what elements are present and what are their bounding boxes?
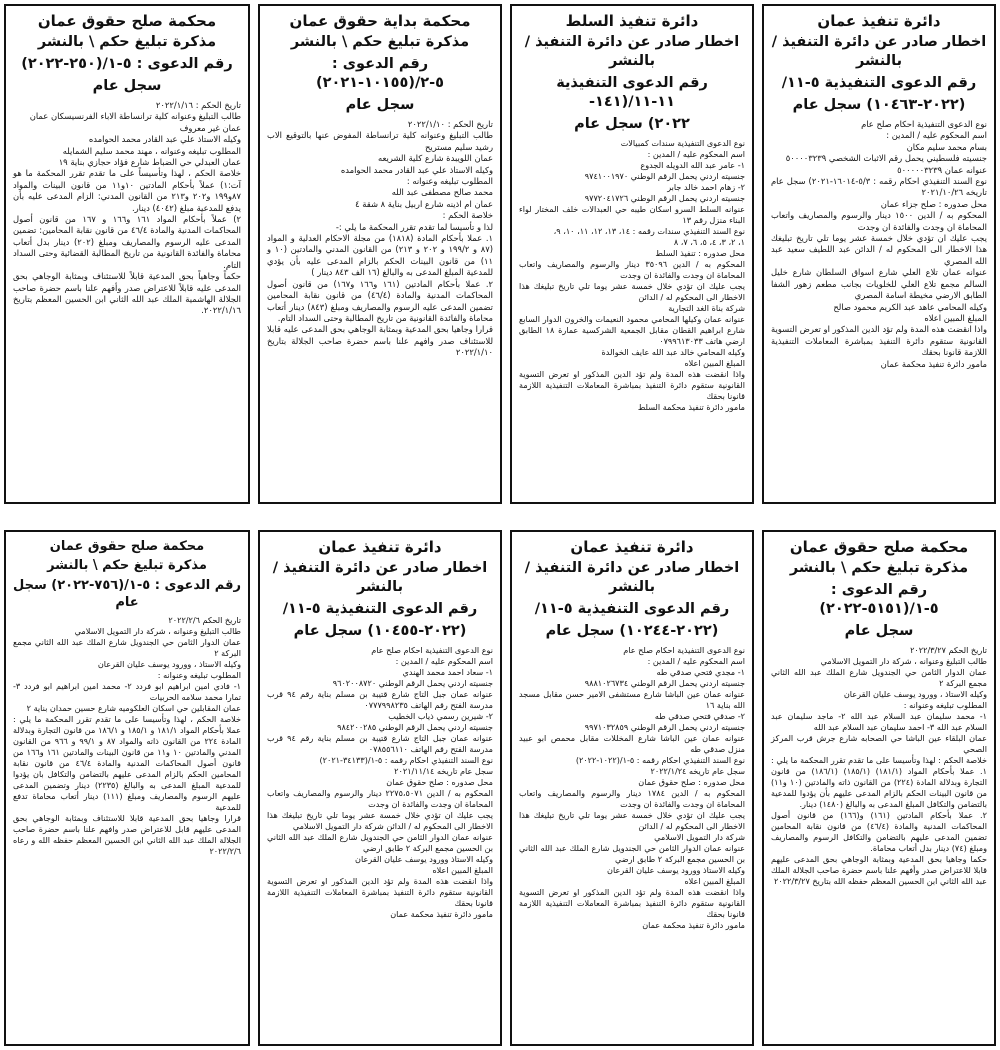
notice-heading-1: دائرة تنفيذ عمان bbox=[318, 538, 442, 556]
notice-heading-2: مذكرة تبليغ حكم \ بالنشر bbox=[290, 34, 470, 50]
notice-heading-2: اخطار صادر عن دائرة التنفيذ / بالنشر bbox=[524, 34, 740, 69]
notice-heading-2: مذكرة تبليغ حكم \ بالنشر bbox=[789, 560, 969, 576]
notice-body: تاريخ الحكم : ٢٠٢٢/١/١٠ طالب التبليغ وعنوانه كلية ترانساطة المفوض عنها بالتوقيع الاب رشيد سليم مستريح عمان اللويبدة شارع كلية الشريعه وكيله الاستاذ علي عبد القادر محمد الحوامده المطلوب تبليغه وعنوانه : محمد صالح مصطفى عبد الله عمان ام اذينه شارع اربيل بناية ٨ شقة ٤ خلاصة الحكم : لذا و تأسيسا لما تقدم تقرر المحكمة ما يلي :- ١. عملا بأحكام المادة (١٨١٨) من مجلة الاحكام العدلية و المواد (٨٧ و ١٩٩/٢ و ٢٠٢ و ٢١٣) من القانون المدني والمادتين (١٠ و ١١) من قانون البينات الحكم بالزام المدعى عليه بأن يؤدي للمدعية المبلغ المدعى به والبالغ (١٦ الف ٨٤٣ دينار ) ٢. عملا بأحكام المادتين (١٦١ و١٦٦ و١٦٧) من قانون أصول المحاكمات المدنية والمادة (٤٦/٤) من قانون نقابة المحامين تضمين المدعى عليه الرسوم والمصاريف ومبلغ (٨٤٣) دينار أتعاب محاماة والفائدة القانونية من تاريخ المطالبة وحتى السداد التام. قرارا وجاهيا بحق المدعية وبمثابة الوجاهي بحق المدعى عليه قابلا للاستئناف صدر وافهم علنا باسم حضرة صاحب الجلالة بتاريخ ٢٠٢٢/١/١٠ bbox=[267, 119, 494, 358]
notice-heading-1: دائرة تنفيذ عمان bbox=[570, 538, 694, 556]
notice-body: تاريخ الحكم ٢٠٢٢/٣/٢٧ طالب التبليغ وعنوانه ، شركة دار التمويل الاسلامي عمان الدوار الثامن حي الجندويل شارع الملك عبد الله الثاني مجمع البركة ٢ وكيله الاستاذ ، وورود يوسف عليان القرعان المطلوب تبليغه وعنوانه : ١- محمد سليمان عبد السلام عبد الله ٢- ماجد سليمان عبد السلام عبد الله ٣- احمد سليمان عبد السلام عبد الله عمان البلقاء عين الباشا حي الصحابه شارع جرش قرب المركز الصحي خلاصة الحكم : لهذا وتأسيسا على ما تقدم تقرر المحكمة ما يلي : ١. عملا بأحكام المواد (١٨١/١) (١٨٥/١) (١٨٦/١) من قانون التجارة وبدلالة المادة (٢٢٤) من القانون ذاته والمادتين (١٠ و١١) من قانون البينات الحكم بالزام المدعى عليهم بأن يؤدوا للمدعية بالتضامن والتكافل المبلغ المدعى به والبالغ (١٤٨٠) دينار. ٢. عملا بأحكام المادتين (١٦١) و(١٦٦) من قانون أصول المحاكمات المدنية والمادة (٤٦/٤) من قانون نقابة المحامين تضمين المدعى عليهم بالتضامن والتكافل الرسوم والمصاريف ومبلغ (٧٤) دينار بدل أتعاب محاماة. حكما وجاهيا بحق المدعية وبمثابة الوجاهي بحق المدعى عليهم قابلا للاعتراض صدر وأفهم علنا باسم حضرة صاحب الجلالة الملك عبد الله الثاني ابن الحسين المعظم حفظه الله بتاريخ ٢٠٢٢/٣/٢٧ bbox=[771, 645, 987, 886]
notice-heading-3: رقم الدعوى : ٥-١/(٢٥٠-٢٠٢٢) bbox=[21, 56, 233, 72]
notice-heading-2: مذكرة تبليغ حكم \ بالنشر bbox=[37, 34, 217, 50]
notice-execution-amman-10463 bbox=[762, 4, 996, 504]
notice-heading-2: اخطار صادر عن دائرة التنفيذ / بالنشر bbox=[272, 560, 488, 595]
notice-heading-1: محكمة صلح حقوق عمان bbox=[789, 538, 969, 556]
notice-heading-4: سجل عام bbox=[345, 97, 415, 113]
notice-heading-3: رقم الدعوى : ٥-٢/(١٠١٥٥-٢٠٢١) bbox=[315, 56, 445, 91]
notice-heading-3: رقم الدعوى التنفيذية ٥-١١/ bbox=[282, 601, 478, 617]
notice-body: نوع الدعوى التنفيذية احكام صلح عام اسم المحكوم عليه / المدين : ١- مجدي فتحي صدقي طه جنسيته اردني يحمل الرقم الوطني ٩٨٨١٠٢٦٧٣٤ عنوانه عمان عين الباشا شارع مستشفى الامير حسن مقابل مسجد الله بناية ١٦ ٢- صدقي فتحي صدقي طه جنسيته اردني يحمل الرقم الوطني ٩٩٧١٠٣٢٨٥٩ عنوانه عمان عين الباشا شارع المخللات مقابل محمص ابو عبيد منزل صدقي طه نوع السند التنفيذي احكام رقمه : ٥-١/(١٠٢٢-٢٠٢٢) سجل عام تاريخه ٢٠٢٢/١/٢٤ محل صدوره : صلح حقوق عمان المحكوم به / الدين ١٧٨٤ دينار والرسوم والمصاريف واتعاب المحاماة ان وجدت والفائدة ان وجدت يجب عليك ان تؤدي خلال خمسة عشر يوما تلي تاريخ تبليغك هذا الاخطار الى المحكوم له / الدائن شركة دار التمويل الاسلامي عنوانه عمان الدوار الثامن حي الجندويل شارع الملك عبد الله الثاني بن الحسين مجمع البركة ٢ طابق ارضي وكيله الاستاذ وورود يوسف عليان القرعان المبلغ المبين اعلاه واذا انقضت هذه المدة ولم تؤد الدين المذكور او تعرض التسوية القانونية ستقوم دائرة التنفيذ بمباشرة المعاملات التنفيذية اللازمة قانونا بحقك مامور دائرة تنفيذ محكمة عمان bbox=[519, 645, 745, 930]
notice-execution-salt-141 bbox=[510, 4, 754, 504]
notice-heading-1: دائرة تنفيذ السلط bbox=[565, 12, 699, 30]
notice-heading-2: اخطار صادر عن دائرة التنفيذ / بالنشر bbox=[771, 34, 987, 69]
notice-heading-3: رقم الدعوى التنفيذية ١١-١١/(١٤١- bbox=[556, 75, 708, 110]
notice-first-instance-10155 bbox=[258, 4, 502, 504]
notice-heading-3: رقم الدعوى التنفيذية ٥-١١/ bbox=[781, 75, 977, 91]
notice-heading-3: رقم الدعوى : ٥-١/(٧٥٦-٢٠٢٢) سجل عام bbox=[13, 578, 241, 610]
notice-heading-4: سجل عام bbox=[844, 623, 914, 639]
notice-heading-2: مذكرة تبليغ حكم \ بالنشر bbox=[47, 558, 207, 573]
notice-magistrate-756 bbox=[4, 530, 250, 1046]
notice-body: نوع الدعوى التنفيذية احكام صلح عام اسم المحكوم عليه / المدين : ١- سعاد احمد محمد الهندي جنسيته اردني يحمل الرقم الوطني ٩٦٠٢٠٠٨٧٢٠ عنوانه عمان جبل التاج شارع قتيبة بن مسلم بناية رقم ٩٤ قرب مدرسة الفتح رقم الهاتف ٠٧٧٧٩٩٨٢٣٥ ٢- شيرين رسمي ذياب الخطيب جنسيته اردني يحمل الرقم الوطني ٩٨٤٢٠٠٢٨٥ عنوانه عمان جبل التاج شارع قتيبة بن مسلم بناية رقم ٩٤ قرب مدرسة الفتح رقم الهاتف ٠٧٨٥٥٦١١٠ نوع السند التنفيذي احكام رقمه : ٥-١/(٣٤١٣٣-٢٠٢١) سجل عام تاريخه ٢٠٢١/١١/١٤ محل صدوره : صلح حقوق عمان المحكوم به / الدين ٢٢٧٥،٥٠٧١ دينار والرسوم والمصاريف واتعاب المحاماة ان وجدت والفائدة ان وجدت يجب عليك ان تؤدي خلال خمسة عشر يوما تلي تاريخ تبليغك هذا الاخطار الى المحكوم له / الدائن شركة دار التمويل الاسلامي عنوانه عمان الدوار الثامن حي الجندويل شارع الملك عبد الله الثاني بن الحسين مجمع البركة ٢ طابق ارضي وكيله الاستاذ وورود يوسف عليان القرعان المبلغ المبين اعلاه واذا انقضت هذه المدة ولم تؤد الدين المذكور او تعرض التسوية القانونية ستقوم دائرة التنفيذ بمباشرة المعاملات التنفيذية اللازمة قانونا بحقك مامور دائرة تنفيذ محكمة عمان bbox=[267, 645, 494, 919]
notice-heading-4: (٢٠٢٢-١٠٢٤٤) سجل عام bbox=[545, 623, 719, 639]
notice-execution-amman-10455 bbox=[258, 530, 502, 1046]
notice-magistrate-250 bbox=[4, 4, 250, 504]
notice-heading-3: رقم الدعوى التنفيذية ٥-١١/ bbox=[534, 601, 730, 617]
notice-heading-1: محكمة صلح حقوق عمان bbox=[49, 539, 205, 554]
notice-heading-1: دائرة تنفيذ عمان bbox=[817, 12, 941, 30]
notice-body: نوع الدعوى التنفيذية سندات كمبيالات اسم المحكوم عليه / المدين : ١- عامر عبد الله الدويله الجدوع جنسيته اردني يحمل الرقم الوطني ٩٧٤١٠٠١٩٧٠ ٢- زهام احمد خالد جابر جنسيته اردني يحمل الرقم الوطني ٩٧٧٢٠٤١٧٢٦ عنوانه السلط السرو اسكان طيبه حي العبدالات خلف المختار لواء البناء منزل رقم ١٣ نوع السند التنفيذي سندات رقمه : ١٤، ١٣، ١٢، ١١، ١٠، ٩، ١، ٢، ٣، ٤، ٥، ٦، ٧، ٨ محل صدوره : تنفيذ السلط المحكوم به / الدين ٣٥٠٩٦ دينار والرسوم والمصاريف واتعاب المحاماة ان وجدت والفائدة ان وجدت يجب عليك ان تؤدي خلال خمسة عشر يوما تلي تاريخ تبليغك هذا الاخطار الى المحكوم له / الدائن شركة بناة الغد التجارية عنوانه عمان وكيلها المحامي محمود النعيمات والخرون الدوار السابع شارع ابراهيم القطان مقابل الجمعية الشركسية عمارة ١٨ الطابق ارضي هاتف ٠٧٩٩٦١٣٠٣٣ وكيله المحامي خالد عبد الله عايف الخوالدة المبلغ المبين اعلاه واذا انقضت هذه المدة ولم تؤد الدين المذكور او تعرض التسوية القانونية ستقوم دائرة التنفيذ بمباشرة المعاملات التنفيذية اللازمة قانونا بحقك مامور دائرة تنفيذ محكمة السلط bbox=[519, 138, 745, 412]
notice-magistrate-5151 bbox=[762, 530, 996, 1046]
notice-heading-4: ٢٠٢٢) سجل عام bbox=[574, 116, 690, 132]
notice-heading-1: محكمة بداية حقوق عمان bbox=[289, 12, 471, 30]
notice-heading-4: (٢٠٢٢-١٠٤٥٥) سجل عام bbox=[293, 623, 467, 639]
notice-body: تاريخ الحكم : ٢٠٢٢/١/١٦ طالب التبليغ وعنوانه كلية ترانساطة الاباء الفرنسيسكان عمان عمان غير معروف وكيله الاستاذ علي عبد القادر محمد الحوامده المطلوب تبليغه وعنوانه ، مهند محمد سليم الشمايله عمان العبدلي حي الضباط شارع فؤاد حجازي بناية ١٩ خلاصة الحكم ، لهذا وتأسيساً على ما تقدم تقرر المحكمة ما هو آت:١) عملاً بأحكام المادتين ١٠و١١ من قانون البينات والمواد ٨٧و١٩٩ و٢٠٢ و٢١٣ من القانون المدني: الزام المدعى عليه بأن يدفع للمدعية مبلغ (٤٠٤٢) دينار. ٢) عملاً بأحكام المواد ١٦١ و١٦٦ و ١٦٧ من قانون أصول المحاكمات المدنية والمادة ٤٦/٤ من قانون نقابة المحامين: تضمين المدعى عليه الرسوم والمصاريف ومبلغ (٢٠٢) دينار بدل أتعاب محاماة والفائدة القانونية من تاريخ المطالبة القضائية وحتى السداد التام. حكماً وجاهياً بحق المدعية قابلاً للاستئناف وبمثابة الوجاهي بحق المدعى عليه قابلاً للاعتراض صدر وأفهم علنا باسم حضرة صاحب الجلالة الهاشمية الملك عبد الله الثاني ابن الحسين المعظم بتاريخ ٢٠٢٢/١/١٦. bbox=[13, 100, 242, 316]
notice-heading-4: سجل عام bbox=[92, 78, 162, 94]
notice-heading-1: محكمة صلح حقوق عمان bbox=[37, 12, 217, 30]
notice-body: تاريخ الحكم ٢٠٢٢/٢/٦ طالب التبليغ وعنوانه ، شركة دار التمويل الاسلامي عمان الدوار الثامن حي الجندويل شارع الملك عبد الله الثاني مجمع البركة ٢ وكيله الاستاذ ، وورود يوسف عليان القرعان المطلوب تبليغه وعنوانه : ١- فادي امين ابراهيم ابو فردد ٢- محمد امين ابراهيم ابو فردد ٣- تمارا محمد سلامه الحربيات عمان المقابلين حي اسكان العلكوميه شارع حسين حمدان بناية ٢ خلاصة الحكم ، لهذا وتأسيسا على ما تقدم تقرر المحكمة ما يلي : عملا بأحكام المواد ١٨١/١ و ١٨٥/١ و ١٨٦/١ من قانون التجارة وبدلالة المادة ٢٢٤ من القانون ذاته والمواد ٨٧ و ٩٩/١ و ٩٦٦ من القانون المدني والمادتين ١٠ و١١ من قانون البينات والمادتين ١٦١ و١٦٦ من قانون أصول المحاكمات المدنية والمادة ٤٦/٤ من قانون نقابة المحامين الحكم بالزام المدعى عليهم بالتضامن والتكافل بان يؤدوا للمدعية المبلغ المدعى به والبالغ (٢٢٣٥) دينار وتضمين المدعى عليهم الرسوم والمصاريف ومبلغ (١١١) دينار أتعاب محاماة تدفع للمدعية قرارا وجاهيا بحق المدعية قابلا للاستئناف وبمثابة الوجاهي بحق المدعى عليهم قابل للاعتراض صدر وافهم علنا باسم حضرة صاحب الجلالة الملك عبد الله الثاني ابن الحسين المعظم حفظه الله و رعاه ٢٠٢٢/٢/٦ bbox=[13, 615, 242, 856]
notice-heading-3: رقم الدعوى : ٥-١/(٥١٥١-٢٠٢٢) bbox=[819, 582, 939, 617]
notice-heading-4: (٢٠٢٢-١٠٤٦٣) سجل عام bbox=[792, 97, 966, 113]
notice-heading-2: اخطار صادر عن دائرة التنفيذ / بالنشر bbox=[524, 560, 740, 595]
notice-execution-amman-10244 bbox=[510, 530, 754, 1046]
notice-body: نوع الدعوى التنفيذية احكام صلح عام اسم المحكوم عليه / المدين : بسام محمد سليم مكان جنسيته فلسطيني يحمل رقم الاثبات الشخصي ٥٠٠٠٠٣٢٣٩ عنوانه عمان ٥٠٠٠٠٠٣٢٣٩ نوع السند التنفيذي احكام رقمه : ٥/٣-١٦٠١٤-٢٠٢١) سجل عام تاريخه ٢٠٢١/١٠/٢٦ محل صدوره : صلح جزاء عمان المحكوم به / الدين ١٥٠٠ دينار والرسوم والمصاريف واتعاب المحاماة ان وجدت والفائدة ان وجدت يجب عليك ان تؤدي خلال خمسة عشر يوما تلي تاريخ تبليغك هذا الاخطار الى المحكوم له / الدائن عبد اللطيف سعيد عبد الله المصري عنوانه عمان تلاع العلي شارع اسواق السلطان شارع خليل السالم مجمع تلاع العلي للخلويات بجانب مطعم زهور الشفا الطابق الارضي مخيطة اسامة المصري وكيله المحامي عاهد عبد الكريم محمود صالح المبلغ المبين اعلاه واذا انقضت هذه المدة ولم تؤد الدين المذكور او تعرض التسوية القانونية ستقوم دائرة التنفيذ بمباشرة المعاملات التنفيذية اللازمة قانونا بحقك مامور دائرة تنفيذ محكمة عمان bbox=[771, 119, 988, 369]
